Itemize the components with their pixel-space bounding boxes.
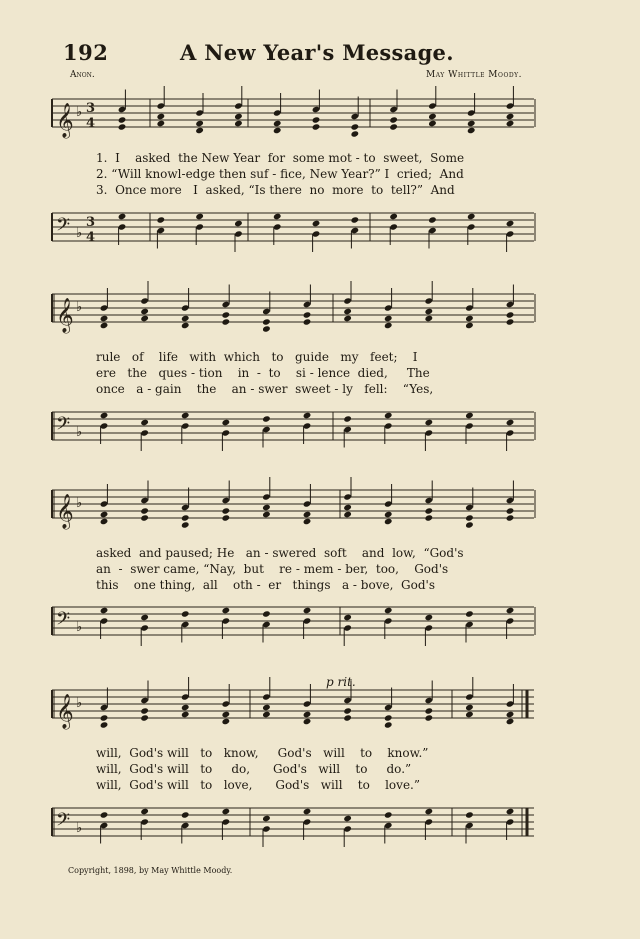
notes	[100, 281, 515, 333]
system-2-verse-3: once a - gain the an - swer sweet - ly fell: “Yes,	[96, 382, 434, 396]
note-head	[181, 521, 190, 528]
time-signature-top: 3	[86, 215, 96, 230]
note-head	[384, 518, 393, 525]
note-head	[262, 711, 271, 718]
note-head	[425, 707, 434, 714]
note-head	[506, 120, 515, 127]
note-head	[181, 811, 190, 818]
note-head	[506, 711, 515, 718]
system-3-bass-staff	[0, 600, 640, 665]
note-head	[506, 220, 515, 227]
note-head	[465, 610, 474, 617]
note-head	[195, 127, 204, 134]
flat-icon: ♭	[76, 821, 83, 836]
flat-icon: ♭	[76, 425, 83, 440]
system-2-verse-2: ere the ques - tion in - to si - lence died, The	[96, 366, 430, 380]
note-head	[425, 315, 434, 322]
note-head	[343, 511, 352, 518]
flat-icon: ♭	[76, 300, 83, 315]
note-head	[157, 216, 166, 223]
note-head	[428, 113, 437, 120]
note-head	[140, 707, 149, 714]
treble-clef-icon: 𝄞	[56, 103, 74, 138]
bass-clef-icon: 𝄢	[56, 414, 71, 439]
note-head	[425, 514, 434, 521]
system-3-verse-1: asked and paused; He an - swered soft and low, “God's	[96, 546, 464, 560]
system-1-treble-staff	[0, 96, 640, 146]
note-head	[303, 511, 312, 518]
note-head	[222, 718, 231, 725]
note-head	[303, 518, 312, 525]
note-head	[425, 808, 434, 815]
note-head	[343, 815, 352, 822]
staff-lines	[52, 690, 534, 718]
bass-clef-icon: 𝄢	[56, 215, 71, 240]
note-head	[351, 216, 360, 223]
note-head	[303, 412, 312, 419]
note-head	[425, 419, 434, 426]
note-head	[100, 412, 109, 419]
treble-clef-icon: 𝄞	[56, 494, 74, 529]
note-head	[506, 808, 515, 815]
note-head	[262, 415, 271, 422]
note-head	[262, 704, 271, 711]
time-signature-bottom: 4	[86, 230, 96, 245]
note-head	[303, 718, 312, 725]
notes	[118, 213, 515, 252]
note-head	[506, 419, 515, 426]
note-head	[506, 113, 515, 120]
note-head	[222, 808, 231, 815]
note-head	[428, 216, 437, 223]
note-head	[195, 120, 204, 127]
note-head	[262, 511, 271, 518]
author-credit: May Whittle Moody.	[425, 70, 522, 80]
note-head	[384, 511, 393, 518]
note-head	[100, 714, 109, 721]
note-head	[181, 711, 190, 718]
note-head	[222, 318, 231, 325]
note-head	[343, 415, 352, 422]
time-signature-top: 3	[86, 101, 96, 116]
note-head	[195, 213, 204, 220]
note-head	[100, 518, 109, 525]
note-head	[118, 213, 127, 220]
note-head	[181, 610, 190, 617]
system-3-verse-2: an - swer came, “Nay, but re - mem - ber, too, God's	[96, 562, 449, 576]
system-4-verse-3: will, God's will to love, God's will to love.”	[96, 778, 420, 792]
note-head	[506, 718, 515, 725]
system-1-bass-staff	[0, 210, 640, 255]
staff-lines	[52, 808, 534, 836]
note-head	[303, 711, 312, 718]
note-head	[389, 116, 398, 123]
note-head	[465, 514, 474, 521]
note-head	[303, 318, 312, 325]
note-head	[100, 607, 109, 614]
note-head	[181, 315, 190, 322]
system-4-verse-1: will, God's will to know, God's will to know.”	[96, 746, 429, 760]
note-head	[384, 412, 393, 419]
note-head	[140, 419, 149, 426]
note-head	[118, 116, 127, 123]
system-4-verse-2: will, God's will to do, God's will to do.”	[96, 762, 412, 776]
note-head	[118, 123, 127, 130]
note-head	[312, 123, 321, 130]
note-head	[140, 808, 149, 815]
note-head	[384, 315, 393, 322]
system-1-verse-3: 3. Once more I asked, “Is there no more to tell?” And	[96, 183, 455, 197]
staff-lines	[52, 294, 535, 322]
note-head	[234, 120, 243, 127]
notes	[100, 607, 515, 646]
note-head	[428, 120, 437, 127]
flat-icon: ♭	[76, 696, 83, 711]
note-head	[262, 318, 271, 325]
note-head	[140, 507, 149, 514]
note-head	[343, 315, 352, 322]
note-head	[222, 311, 231, 318]
note-head	[100, 322, 109, 329]
note-head	[100, 811, 109, 818]
note-head	[425, 714, 434, 721]
note-head	[140, 714, 149, 721]
note-head	[351, 123, 360, 130]
note-head	[312, 220, 321, 227]
system-1-verse-1: 1. I asked the New Year for some mot - to sweet, Some	[96, 151, 465, 165]
note-head	[384, 721, 393, 728]
note-head	[425, 507, 434, 514]
note-head	[343, 707, 352, 714]
note-head	[343, 504, 352, 511]
note-head	[100, 315, 109, 322]
note-head	[157, 113, 166, 120]
note-head	[222, 607, 231, 614]
note-head	[425, 614, 434, 621]
system-4-bass-staff	[0, 800, 640, 860]
note-head	[506, 318, 515, 325]
treble-clef-icon: 𝄞	[56, 694, 74, 729]
note-head	[222, 507, 231, 514]
system-4-treble-staff	[0, 685, 640, 735]
note-head	[181, 514, 190, 521]
note-head	[181, 704, 190, 711]
note-head	[181, 412, 190, 419]
hymn-title: A New Year's Message.	[180, 40, 454, 65]
note-head	[384, 811, 393, 818]
note-head	[343, 714, 352, 721]
note-head	[140, 315, 149, 322]
note-head	[465, 322, 474, 329]
note-head	[465, 704, 474, 711]
bass-clef-icon: 𝄢	[56, 810, 71, 835]
note-head	[303, 607, 312, 614]
note-head	[303, 808, 312, 815]
note-head	[262, 504, 271, 511]
note-head	[465, 711, 474, 718]
note-head	[157, 120, 166, 127]
system-2-verse-1: rule of life with which to guide my feet; I	[96, 350, 418, 364]
note-head	[506, 507, 515, 514]
copyright-notice: Copyright, 1898, by May Whittle Moody.	[68, 866, 233, 875]
note-head	[343, 308, 352, 315]
note-head	[100, 511, 109, 518]
treble-clef-icon: 𝄞	[56, 298, 74, 333]
note-head	[262, 815, 271, 822]
note-head	[467, 213, 476, 220]
note-head	[465, 315, 474, 322]
note-head	[465, 811, 474, 818]
system-4-expression: p rit.	[326, 675, 356, 689]
staff-lines	[52, 99, 535, 127]
flat-icon: ♭	[76, 226, 83, 241]
note-head	[343, 614, 352, 621]
note-head	[140, 514, 149, 521]
staff-lines	[52, 412, 535, 440]
staff-lines	[52, 490, 535, 518]
system-2-bass-staff	[0, 405, 640, 455]
note-head	[140, 614, 149, 621]
note-head	[506, 514, 515, 521]
note-head	[222, 514, 231, 521]
notes	[100, 412, 515, 451]
note-head	[273, 213, 282, 220]
note-head	[262, 325, 271, 332]
note-head	[351, 130, 360, 137]
note-head	[467, 120, 476, 127]
hymn-number: 192	[63, 40, 109, 65]
note-head	[312, 116, 321, 123]
note-head	[384, 322, 393, 329]
notes	[118, 86, 515, 138]
note-head	[273, 127, 282, 134]
note-head	[384, 607, 393, 614]
note-head	[465, 412, 474, 419]
note-head	[181, 322, 190, 329]
system-2-treble-staff	[0, 288, 640, 338]
note-head	[425, 308, 434, 315]
bass-clef-icon: 𝄢	[56, 609, 71, 634]
flat-icon: ♭	[76, 496, 83, 511]
time-signature-bottom: 4	[86, 116, 96, 131]
note-head	[389, 213, 398, 220]
system-3-treble-staff	[0, 485, 640, 535]
note-head	[303, 311, 312, 318]
staff-lines	[52, 607, 535, 635]
note-head	[506, 311, 515, 318]
note-head	[100, 721, 109, 728]
system-3-verse-3: this one thing, all oth - er things a - bove, God's	[96, 578, 435, 592]
note-head	[222, 711, 231, 718]
system-1-verse-2: 2. “Will knowl-edge then suf - fice, New Year?” I cried; And	[96, 167, 464, 181]
note-head	[465, 521, 474, 528]
note-head	[389, 123, 398, 130]
note-head	[506, 607, 515, 614]
note-head	[234, 220, 243, 227]
note-head	[262, 610, 271, 617]
flat-icon: ♭	[76, 620, 83, 635]
note-head	[234, 113, 243, 120]
note-head	[467, 127, 476, 134]
note-head	[273, 120, 282, 127]
note-head	[222, 419, 231, 426]
note-head	[384, 714, 393, 721]
flat-icon: ♭	[76, 105, 83, 120]
composer-credit: Anon.	[70, 70, 95, 80]
notes	[100, 477, 515, 529]
note-head	[140, 308, 149, 315]
